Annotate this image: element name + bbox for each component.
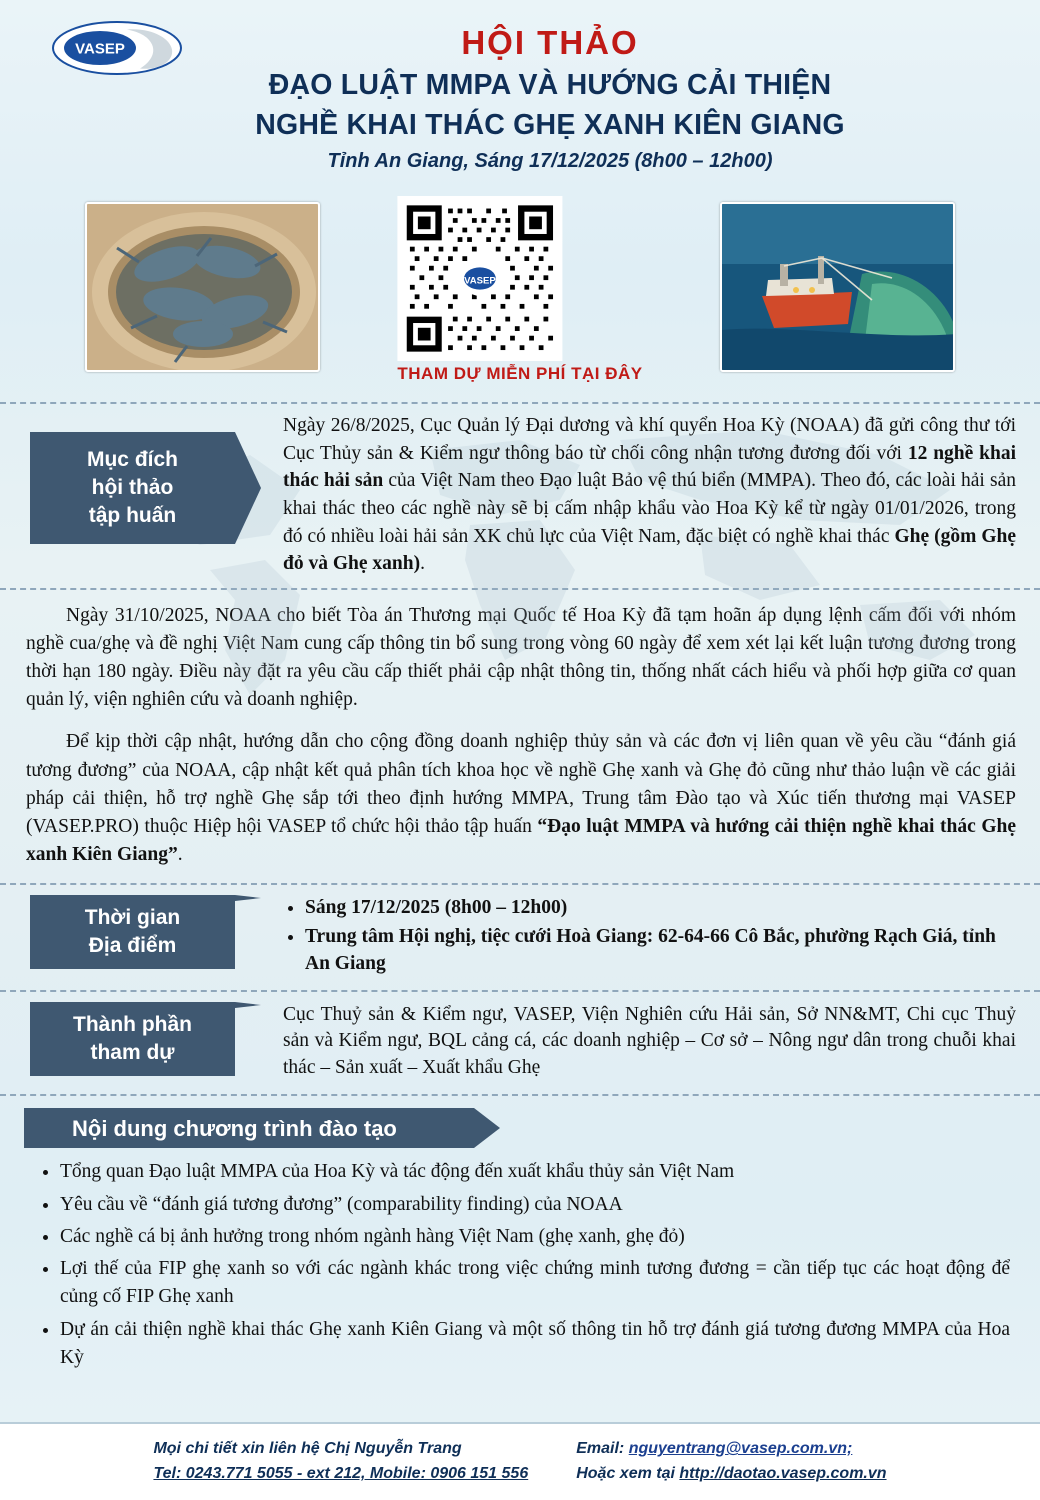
poster-subtitle: Tỉnh An Giang, Sáng 17/12/2025 (8h00 – 12h00)	[327, 150, 773, 173]
purpose-section	[0, 404, 1040, 578]
poster-title-line1: ĐẠO LUẬT MMPA VÀ HƯỚNG CẢI THIỆN	[268, 69, 832, 101]
purpose-p1-bold2: Ghẹ (gồm Ghẹ đỏ và Ghẹ xanh)	[283, 525, 1017, 575]
purpose-p1-c: .	[420, 553, 425, 575]
footer-email-label: Email:	[576, 1440, 625, 1458]
time-place-tag-label: Thời gian Địa điểm	[84, 906, 181, 957]
purpose-paragraph-2: Ngày 31/10/2025, NOAA cho biết Tòa án Thương mại Quốc tế Hoa Kỳ đã tạm hoãn áp dụng lệnh cấm đối với nhóm nghề cua/ghẹ và đề nghị Việt Nam cung cấp thông tin bổ sung trong vòng 60 ngày để xem xét lại kết luận tương đương trong thời hạn 180 ngày. Điều này đặt ra yêu cầu cấp thiết phải cập nhật thông tin, thống nhất cách hiểu và phối hợp giữa cơ quan quản lý, viện nghiên cứu và doanh nghiệp.	[26, 605, 1016, 711]
vasep-logo	[52, 18, 182, 78]
footer-links	[576, 1437, 886, 1487]
program-item-2: • Các nghề cá bị ảnh hưởng trong nhóm ngành hàng Việt Nam (ghẹ xanh, ghẹ đỏ)	[60, 1223, 1010, 1251]
time-place-row	[0, 895, 1040, 980]
time-place-tag	[30, 895, 235, 969]
program-tag	[24, 1108, 474, 1148]
participants-tag	[30, 1002, 235, 1076]
participants-tag-label: Thành phần tham dự	[73, 1012, 192, 1064]
time-place-item-1: • Trung tâm Hội nghị, tiệc cưới Hoà Giang: 62-64-66 Cô Bắc, phường Rạch Giá, tỉnh An Giang	[305, 924, 1016, 978]
purpose-paragraph-1	[283, 404, 1016, 578]
program-item-4: • Dự án cải thiện nghề khai thác Ghẹ xanh Kiên Giang và một số thông tin hỗ trợ đánh giá tương đương MMPA của Hoa Kỳ	[60, 1316, 1010, 1373]
divider-purpose	[0, 588, 1040, 590]
purpose-p1-bold1: 12 nghề khai thác hải sản	[283, 442, 1017, 492]
purpose-paragraph-3	[26, 728, 1016, 868]
purpose-tag-label: Mục đích hội thảo tập huấn	[86, 448, 178, 527]
program-tag-label: Nội dung chương trình đào tạo	[72, 1115, 397, 1141]
purpose-p1-b: của Việt Nam theo Đạo luật Bảo vệ thú biển (MMPA). Theo đó, các loài hải sản khai thác theo các nghề này sẽ bị cấm nhập khẩu vào Hoa Kỳ kể từ ngày 01/01/2026, trong đó có nhiều loài hải sản XK chủ lực của Việt Nam, đặc biệt có nghề khai thác	[283, 470, 1016, 547]
poster-header	[0, 0, 1040, 190]
poster-eyebrow: HỘI THẢO	[461, 24, 639, 61]
divider-participants	[0, 990, 1040, 992]
purpose-p1-a: Ngày 26/8/2025, Cục Quản lý Đại dương và khí quyển Hoa Kỳ (NOAA) đã gửi công thư tới Cục Thủy sản & Kiểm ngư thông báo từ chối công nhận tương đương đối với	[283, 415, 1016, 464]
qr-caption: THAM DỰ MIỄN PHÍ TẠI ĐÂY	[397, 364, 643, 383]
poster-title-line2: NGHỀ KHAI THÁC GHẸ XANH KIÊN GIANG	[255, 109, 845, 142]
participants-row	[0, 1002, 1040, 1083]
footer-email-link[interactable]: nguyentrang@vasep.com.vn;	[628, 1440, 853, 1458]
program-item-0: • Tổng quan Đạo luật MMPA của Hoa Kỳ và tác động đến xuất khẩu thủy sản Việt Nam	[60, 1158, 1010, 1186]
purpose-p3-b: .	[177, 843, 183, 865]
purpose-p3-bold: “Đạo luật MMPA và hướng cải thiện nghề khai thác Ghẹ xanh Kiên Giang”	[26, 815, 1016, 865]
program-list	[34, 1158, 1010, 1372]
footer-contact-line1: Mọi chi tiết xin liên hệ Chị Nguyễn Trang	[153, 1440, 462, 1458]
time-place-body	[283, 895, 1040, 980]
footer-site-link[interactable]: http://daotao.vasep.com.vn	[679, 1465, 887, 1482]
qr-code[interactable]	[397, 196, 562, 361]
qr-block	[397, 196, 642, 384]
footer-email-row	[576, 1437, 886, 1462]
photo-fishing-boat	[720, 202, 955, 372]
divider-time	[0, 883, 1040, 885]
program-item-3: • Lợi thế của FIP ghẹ xanh so với các ngành khác trong việc chứng minh tương đương = cần tiếp tục các hoạt động để củng cố FIP Ghẹ xanh	[60, 1255, 1010, 1312]
poster-footer	[0, 1422, 1040, 1500]
footer-contact	[153, 1437, 528, 1487]
purpose-tag	[30, 432, 235, 544]
footer-contact-line2: Tel: 0243.771 5055 - ext 212, Mobile: 0906 151 556	[153, 1465, 529, 1482]
media-row	[0, 196, 1040, 396]
footer-site-row	[576, 1462, 886, 1487]
purpose-p3-a: Để kịp thời cập nhật, hướng dẫn cho cộng đồng doanh nghiệp thủy sản và các đơn vị liên quan về yêu cầu “đánh giá tương đương” của NOAA, cập nhật kết quả phân tích khoa học về nghề Ghẹ xanh và Ghẹ đỏ cũng như thảo luận về các giải pháp cải thiện, hỗ trợ nghề Ghẹ sắp tới theo định hướng MMPA, Trung tâm Đào tạo và Xúc tiến thương mại VASEP (VASEP.PRO) thuộc Hiệp hội VASEP tổ chức hội thảo tập huấn	[26, 731, 1016, 837]
time-place-item-0: • Sáng 17/12/2025 (8h00 – 12h00)	[305, 895, 1016, 922]
photo-blue-crabs	[85, 202, 320, 372]
participants-body: Cục Thuỷ sản & Kiểm ngư, VASEP, Viện Nghiên cứu Hải sản, Sở NN&MT, Chi cục Thuỷ sản và Kiểm ngư, BQL cảng cá, các doanh nghiệp – Cơ sở – Nông ngư dân trong chuỗi khai thác – Sản xuất – Xuất khẩu Ghẹ	[283, 1003, 1016, 1079]
footer-site-label: Hoặc xem tại	[576, 1465, 675, 1482]
svg-text:VASEP: VASEP	[75, 40, 125, 58]
program-item-1: • Yêu cầu về “đánh giá tương đương” (comparability finding) của NOAA	[60, 1191, 1010, 1219]
divider-program	[0, 1094, 1040, 1096]
qr-center-label: VASEP	[464, 275, 496, 287]
